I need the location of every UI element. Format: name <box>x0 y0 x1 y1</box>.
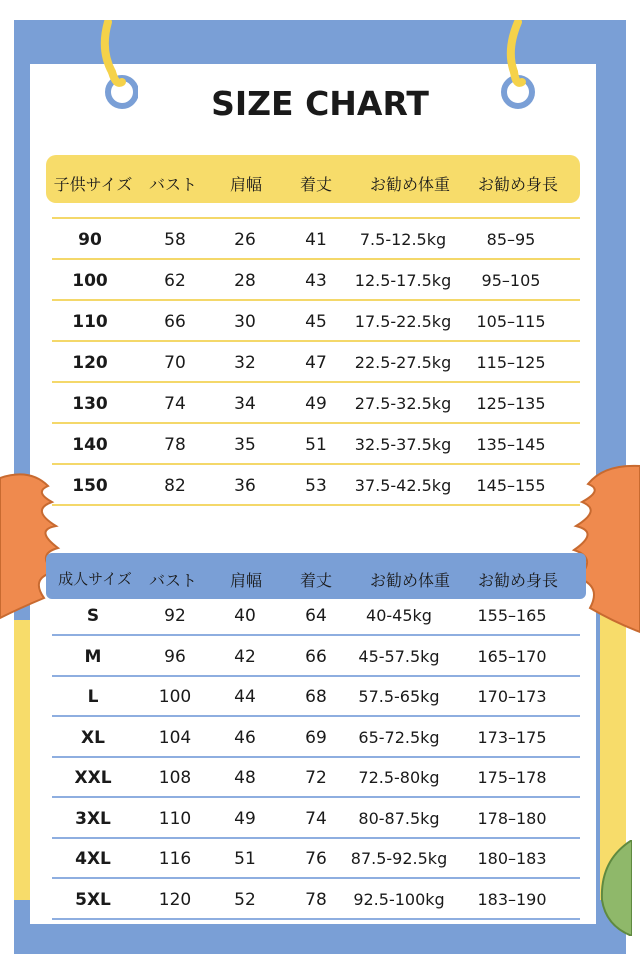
kids-shoulder: 28 <box>234 271 256 291</box>
adults-bust: 108 <box>158 768 192 788</box>
adults-weight: 40-45kg <box>366 606 432 625</box>
kids-size: 100 <box>72 271 108 291</box>
kids-shoulder: 30 <box>234 312 256 332</box>
kids-header-weight: お勧め体重 <box>369 175 451 194</box>
adults-size: 4XL <box>75 849 111 869</box>
adults-length: 78 <box>305 890 327 910</box>
adults-size: XXL <box>74 768 112 788</box>
adults-size: 5XL <box>75 890 111 910</box>
adults-size: L <box>87 687 99 707</box>
adults-bust: 104 <box>158 728 192 748</box>
adults-weight: 80-87.5kg <box>358 809 440 828</box>
table-divider <box>52 877 580 879</box>
adults-row-xl <box>0 718 640 758</box>
adults-weight: 57.5-65kg <box>358 687 440 706</box>
kids-weight: 22.5-27.5kg <box>354 353 452 372</box>
table-divider <box>52 381 580 383</box>
page-title: SIZE CHART <box>211 84 429 123</box>
kids-size: 110 <box>72 312 108 332</box>
adults-size: M <box>84 647 102 667</box>
table-divider <box>52 796 580 798</box>
table-divider <box>52 715 580 717</box>
kids-weight: 17.5-22.5kg <box>354 312 452 331</box>
adults-height: 165–170 <box>477 647 547 666</box>
adults-header-weight: お勧め体重 <box>369 571 451 590</box>
adults-weight: 72.5-80kg <box>358 768 440 787</box>
kids-length: 45 <box>305 312 327 332</box>
kids-bust: 74 <box>164 394 186 414</box>
table-divider <box>52 422 580 424</box>
kids-shoulder: 32 <box>234 353 256 373</box>
adults-row-s <box>0 596 640 636</box>
adults-row-xxl <box>0 758 640 798</box>
table-divider <box>52 463 580 465</box>
adults-row-3xl <box>0 799 640 839</box>
kids-length: 43 <box>305 271 327 291</box>
kids-size: 120 <box>72 353 108 373</box>
adults-height: 178–180 <box>477 809 547 828</box>
adults-shoulder: 49 <box>234 809 256 829</box>
adults-shoulder: 44 <box>234 687 256 707</box>
adults-shoulder: 48 <box>234 768 256 788</box>
kids-shoulder: 34 <box>234 394 256 414</box>
adults-height: 173–175 <box>477 728 547 747</box>
kids-length: 47 <box>305 353 327 373</box>
kids-height: 115–125 <box>476 353 546 372</box>
adults-bust: 116 <box>158 849 192 869</box>
kids-header-size: 子供サイズ <box>53 175 133 194</box>
adults-weight: 45-57.5kg <box>358 647 440 666</box>
adults-length: 74 <box>305 809 327 829</box>
kids-length: 41 <box>305 230 327 250</box>
adults-size: XL <box>81 728 105 748</box>
adults-shoulder: 52 <box>234 890 256 910</box>
kids-size: 140 <box>72 435 108 455</box>
adults-length: 66 <box>305 647 327 667</box>
adults-weight: 87.5-92.5kg <box>350 849 448 868</box>
adults-row-5xl <box>0 880 640 920</box>
adults-row-m <box>0 637 640 677</box>
table-divider <box>52 299 580 301</box>
adults-shoulder: 46 <box>234 728 256 748</box>
adults-length: 69 <box>305 728 327 748</box>
adults-height: 180–183 <box>477 849 547 868</box>
kids-row-120 <box>0 343 640 383</box>
kids-length: 49 <box>305 394 327 414</box>
table-divider <box>52 340 580 342</box>
adults-length: 76 <box>305 849 327 869</box>
adults-shoulder: 42 <box>234 647 256 667</box>
kids-bust: 58 <box>164 230 186 250</box>
kids-bust: 62 <box>164 271 186 291</box>
kids-shoulder: 36 <box>234 476 256 496</box>
kids-header-shoulder: 肩幅 <box>229 175 263 194</box>
kids-row-150 <box>0 466 640 506</box>
kids-header-height: お勧め身長 <box>477 175 559 194</box>
kids-bust: 66 <box>164 312 186 332</box>
table-divider <box>52 217 580 219</box>
kids-height: 105–115 <box>476 312 546 331</box>
adults-header-shoulder: 肩幅 <box>229 571 263 590</box>
adults-header-length: 着丈 <box>299 571 333 590</box>
kids-row-140 <box>0 425 640 465</box>
adults-height: 175–178 <box>477 768 547 787</box>
kids-header-length: 着丈 <box>299 175 333 194</box>
adults-length: 68 <box>305 687 327 707</box>
table-divider <box>52 634 580 636</box>
kids-row-100 <box>0 261 640 301</box>
kids-row-110 <box>0 302 640 342</box>
kids-size: 130 <box>72 394 108 414</box>
kids-length: 51 <box>305 435 327 455</box>
kids-height: 125–135 <box>476 394 546 413</box>
kids-size: 150 <box>72 476 108 496</box>
adults-size: S <box>86 606 100 626</box>
table-divider <box>52 258 580 260</box>
adults-header-size: 成人サイズ <box>58 570 132 588</box>
kids-shoulder: 35 <box>234 435 256 455</box>
adults-bust: 100 <box>158 687 192 707</box>
kids-weight: 37.5-42.5kg <box>354 476 452 495</box>
adults-header-bust: バスト <box>148 571 198 590</box>
adults-bust: 96 <box>164 647 186 667</box>
adults-size: 3XL <box>75 809 111 829</box>
kids-height: 135–145 <box>476 435 546 454</box>
adults-shoulder: 51 <box>234 849 256 869</box>
adults-bust: 120 <box>158 890 192 910</box>
adults-height: 155–165 <box>477 606 547 625</box>
adults-row-l <box>0 677 640 717</box>
table-divider <box>52 504 580 506</box>
adults-header-height: お勧め身長 <box>477 571 559 590</box>
adults-height: 170–173 <box>477 687 547 706</box>
adults-height: 183–190 <box>477 890 547 909</box>
kids-bust: 78 <box>164 435 186 455</box>
adults-weight: 65-72.5kg <box>358 728 440 747</box>
adults-length: 64 <box>305 606 327 626</box>
adults-bust: 110 <box>158 809 192 829</box>
kids-weight: 27.5-32.5kg <box>354 394 452 413</box>
kids-weight: 7.5-12.5kg <box>359 230 447 249</box>
kids-length: 53 <box>305 476 327 496</box>
kids-size: 90 <box>78 230 102 250</box>
kids-shoulder: 26 <box>234 230 256 250</box>
adults-bust: 92 <box>164 606 186 626</box>
adults-weight: 92.5-100kg <box>353 890 445 909</box>
table-divider <box>52 918 580 920</box>
kids-row-90 <box>0 220 640 260</box>
kids-header-bust: バスト <box>148 175 198 194</box>
adults-row-4xl <box>0 839 640 879</box>
kids-bust: 70 <box>164 353 186 373</box>
kids-bust: 82 <box>164 476 186 496</box>
kids-weight: 12.5-17.5kg <box>354 271 452 290</box>
kids-weight: 32.5-37.5kg <box>354 435 452 454</box>
kids-height: 85–95 <box>486 230 536 249</box>
kids-row-130 <box>0 384 640 424</box>
kids-height: 95–105 <box>481 271 541 290</box>
kids-height: 145–155 <box>476 476 546 495</box>
adults-shoulder: 40 <box>234 606 256 626</box>
adults-length: 72 <box>305 768 327 788</box>
